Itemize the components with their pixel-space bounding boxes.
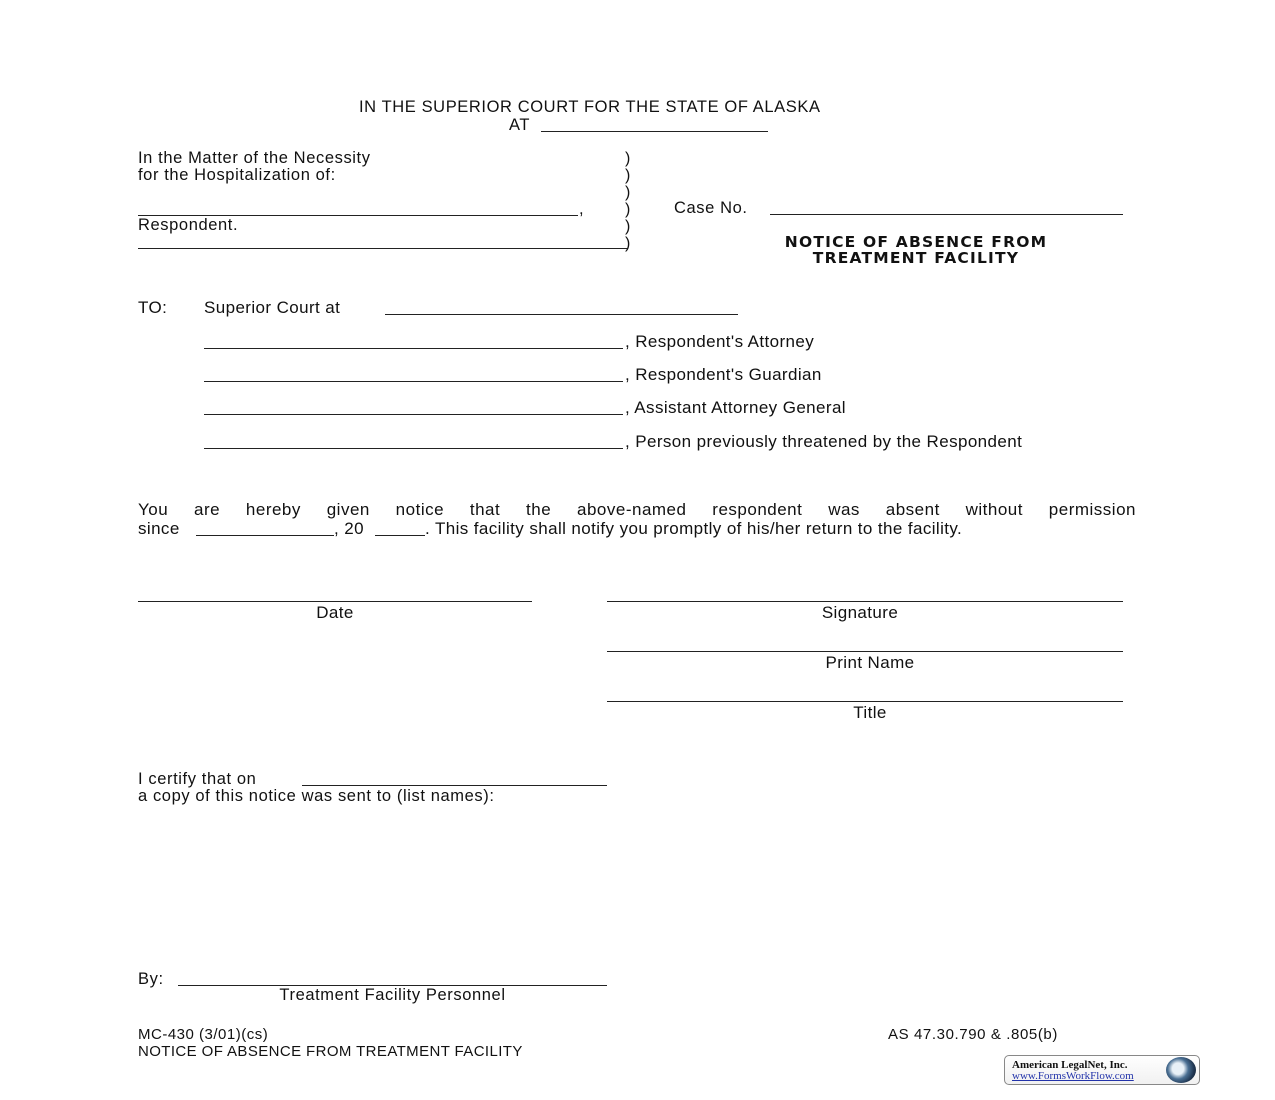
statute-reference: AS 47.30.790 & .805(b): [888, 1026, 1058, 1043]
american-legalnet-logo[interactable]: [1004, 1055, 1200, 1085]
matter-line-1: In the Matter of the Necessity: [138, 149, 371, 167]
to-label: TO:: [138, 298, 168, 317]
signature-field[interactable]: [607, 601, 1123, 602]
caption-paren: ): [625, 201, 631, 218]
date-field[interactable]: [138, 601, 532, 602]
court-heading: IN THE SUPERIOR COURT FOR THE STATE OF ALASKA: [359, 98, 821, 116]
form-title: NOTICE OF ABSENCE FROM TREATMENT FACILITY: [138, 1043, 523, 1060]
notice-since-label: since: [138, 519, 180, 538]
caption-paren: ): [625, 167, 631, 184]
caption-bottom-rule: [138, 248, 628, 249]
personnel-label: Treatment Facility Personnel: [279, 986, 506, 1004]
respondent-attorney-label: , Respondent's Attorney: [625, 332, 815, 351]
signature-label: Signature: [821, 603, 899, 622]
print-name-label: Print Name: [825, 653, 915, 672]
absent-since-year-field[interactable]: [375, 535, 425, 536]
assistant-attorney-general-label: , Assistant Attorney General: [625, 398, 846, 417]
title-label: Title: [853, 703, 887, 722]
caption-paren: ): [625, 235, 631, 252]
case-no-field[interactable]: [770, 214, 1123, 215]
respondent-label: Respondent.: [138, 216, 239, 234]
form-code: MC-430 (3/01)(cs): [138, 1026, 269, 1043]
certify-label: I certify that on: [138, 770, 257, 788]
certify-date-field[interactable]: [302, 785, 607, 786]
by-label: By:: [138, 970, 164, 988]
assistant-attorney-general-field[interactable]: [204, 414, 623, 415]
respondent-guardian-field[interactable]: [204, 381, 623, 382]
threatened-person-label: , Person previously threatened by the Respondent: [625, 432, 1023, 451]
superior-court-location-field[interactable]: [385, 314, 738, 315]
notice-line-1: You are hereby given notice that the above-named respondent was absent without permission: [138, 500, 1136, 519]
copy-sent-label: a copy of this notice was sent to (list names):: [138, 787, 495, 805]
superior-court-label: Superior Court at: [204, 298, 341, 317]
court-location-field[interactable]: [541, 131, 768, 132]
case-no-label: Case No.: [674, 199, 748, 217]
respondent-comma: ,: [579, 200, 585, 218]
caption-paren: ): [625, 184, 631, 201]
notice-year-prefix: , 20: [334, 519, 364, 538]
respondent-attorney-field[interactable]: [204, 348, 623, 349]
title-field[interactable]: [607, 701, 1123, 702]
document-title-line-1: NOTICE OF ABSENCE FROM: [784, 233, 1048, 251]
caption-paren: ): [625, 218, 631, 235]
threatened-person-field[interactable]: [204, 448, 623, 449]
globe-icon: [1166, 1057, 1196, 1083]
court-location-label: AT: [509, 116, 531, 134]
absent-since-date-field[interactable]: [196, 535, 334, 536]
respondent-guardian-label: , Respondent's Guardian: [625, 365, 822, 384]
caption-paren: ): [625, 150, 631, 167]
date-label: Date: [316, 603, 354, 622]
matter-line-2: for the Hospitalization of:: [138, 166, 336, 184]
notice-line-2: . This facility shall notify you promptly of his/her return to the facility.: [425, 519, 963, 538]
document-title-line-2: TREATMENT FACILITY: [812, 249, 1020, 267]
logo-company-name: American LegalNet, Inc.: [1012, 1059, 1128, 1071]
print-name-field[interactable]: [607, 651, 1123, 652]
logo-website-link[interactable]: www.FormsWorkFlow.com: [1012, 1070, 1134, 1082]
